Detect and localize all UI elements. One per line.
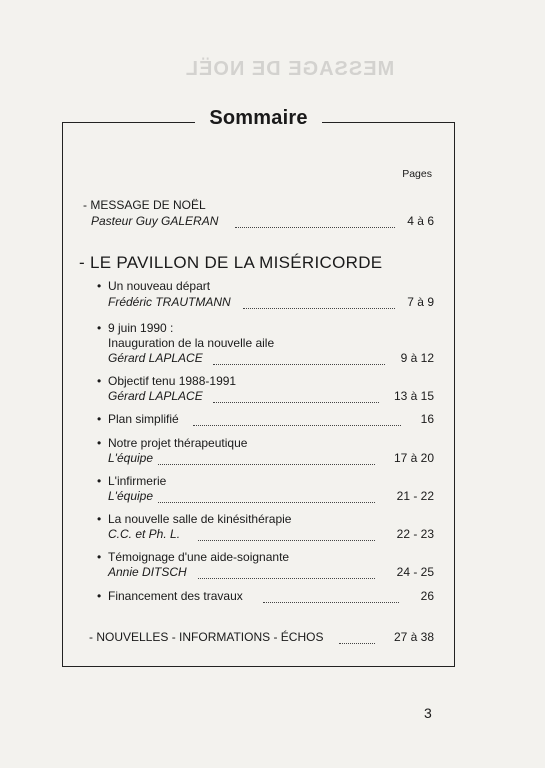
toc-item-author: Gérard LAPLACE [108, 351, 203, 365]
toc-pages-message: 4 à 6 [407, 214, 434, 228]
bullet-icon: • [97, 412, 102, 426]
toc-item-title[interactable]: 9 juin 1990 : [108, 321, 174, 335]
toc-item-pages: 9 à 12 [400, 351, 434, 365]
dot-leader [158, 452, 375, 465]
toc-item-author: Annie DITSCH [108, 565, 187, 579]
toc-item-title[interactable]: La nouvelle salle de kinésithérapie [108, 512, 292, 526]
toc-item-pages: 24 - 25 [396, 565, 434, 579]
toc-item-author: C.C. et Ph. L. [108, 527, 181, 541]
bullet-icon: • [97, 474, 102, 488]
dot-leader [339, 631, 375, 644]
toc-pages-nouvelles: 27 à 38 [393, 630, 434, 644]
toc-item-pages: 7 à 9 [407, 295, 434, 309]
toc-item-author: L'équipe [108, 489, 153, 503]
toc-item-pages: 22 - 23 [396, 527, 434, 541]
toc-item-title[interactable]: Plan simplifié [108, 412, 179, 426]
dot-leader [243, 296, 395, 309]
toc-item-author: Gérard LAPLACE [108, 389, 203, 403]
toc-item-title[interactable]: Un nouveau départ [108, 279, 211, 293]
toc-heading-message[interactable]: - MESSAGE DE NOËL [83, 198, 206, 212]
toc-item-pages: 21 - 22 [396, 489, 434, 503]
table-of-contents-box [62, 107, 455, 667]
dot-leader [235, 215, 395, 228]
toc-author-message: Pasteur Guy GALERAN [91, 214, 219, 228]
toc-item-title[interactable]: Objectif tenu 1988-1991 [108, 374, 237, 388]
toc-item-author: Frédéric TRAUTMANN [108, 295, 231, 309]
page-title: Sommaire [195, 107, 321, 130]
toc-item-title[interactable]: Notre projet thérapeutique [108, 436, 248, 450]
toc-heading-nouvelles[interactable]: - NOUVELLES - INFORMATIONS - ÉCHOS [89, 630, 324, 644]
bullet-icon: • [97, 550, 102, 564]
dot-leader [158, 490, 375, 503]
toc-item-title[interactable]: Financement des travaux [108, 589, 243, 603]
toc-heading-pavillon[interactable]: - LE PAVILLON DE LA MISÉRICORDE [79, 253, 383, 272]
page-number: 3 [424, 705, 432, 721]
bullet-icon: • [97, 374, 102, 388]
toc-item-title[interactable]: Témoignage d'une aide-soignante [108, 550, 290, 564]
toc-item-title-line2: Inauguration de la nouvelle aile [108, 336, 275, 350]
dot-leader [198, 566, 375, 579]
bullet-icon: • [97, 321, 102, 335]
toc-item-pages: 26 [420, 589, 434, 603]
bullet-icon: • [97, 279, 102, 293]
dot-leader [193, 413, 401, 426]
toc-item-pages: 13 à 15 [393, 389, 434, 403]
dot-leader [198, 528, 375, 541]
bullet-icon: • [97, 512, 102, 526]
toc-item-title[interactable]: L'infirmerie [108, 474, 167, 488]
dot-leader [213, 352, 385, 365]
dot-leader [213, 390, 379, 403]
bleed-through-texture: MESSAGE DE NOËL [184, 58, 395, 80]
bullet-icon: • [97, 436, 102, 450]
bullet-icon: • [97, 589, 102, 603]
toc-item-author: L'équipe [108, 451, 153, 465]
toc-item-pages: 16 [420, 412, 434, 426]
toc-item-pages: 17 à 20 [393, 451, 434, 465]
pages-column-label: Pages [402, 168, 432, 180]
